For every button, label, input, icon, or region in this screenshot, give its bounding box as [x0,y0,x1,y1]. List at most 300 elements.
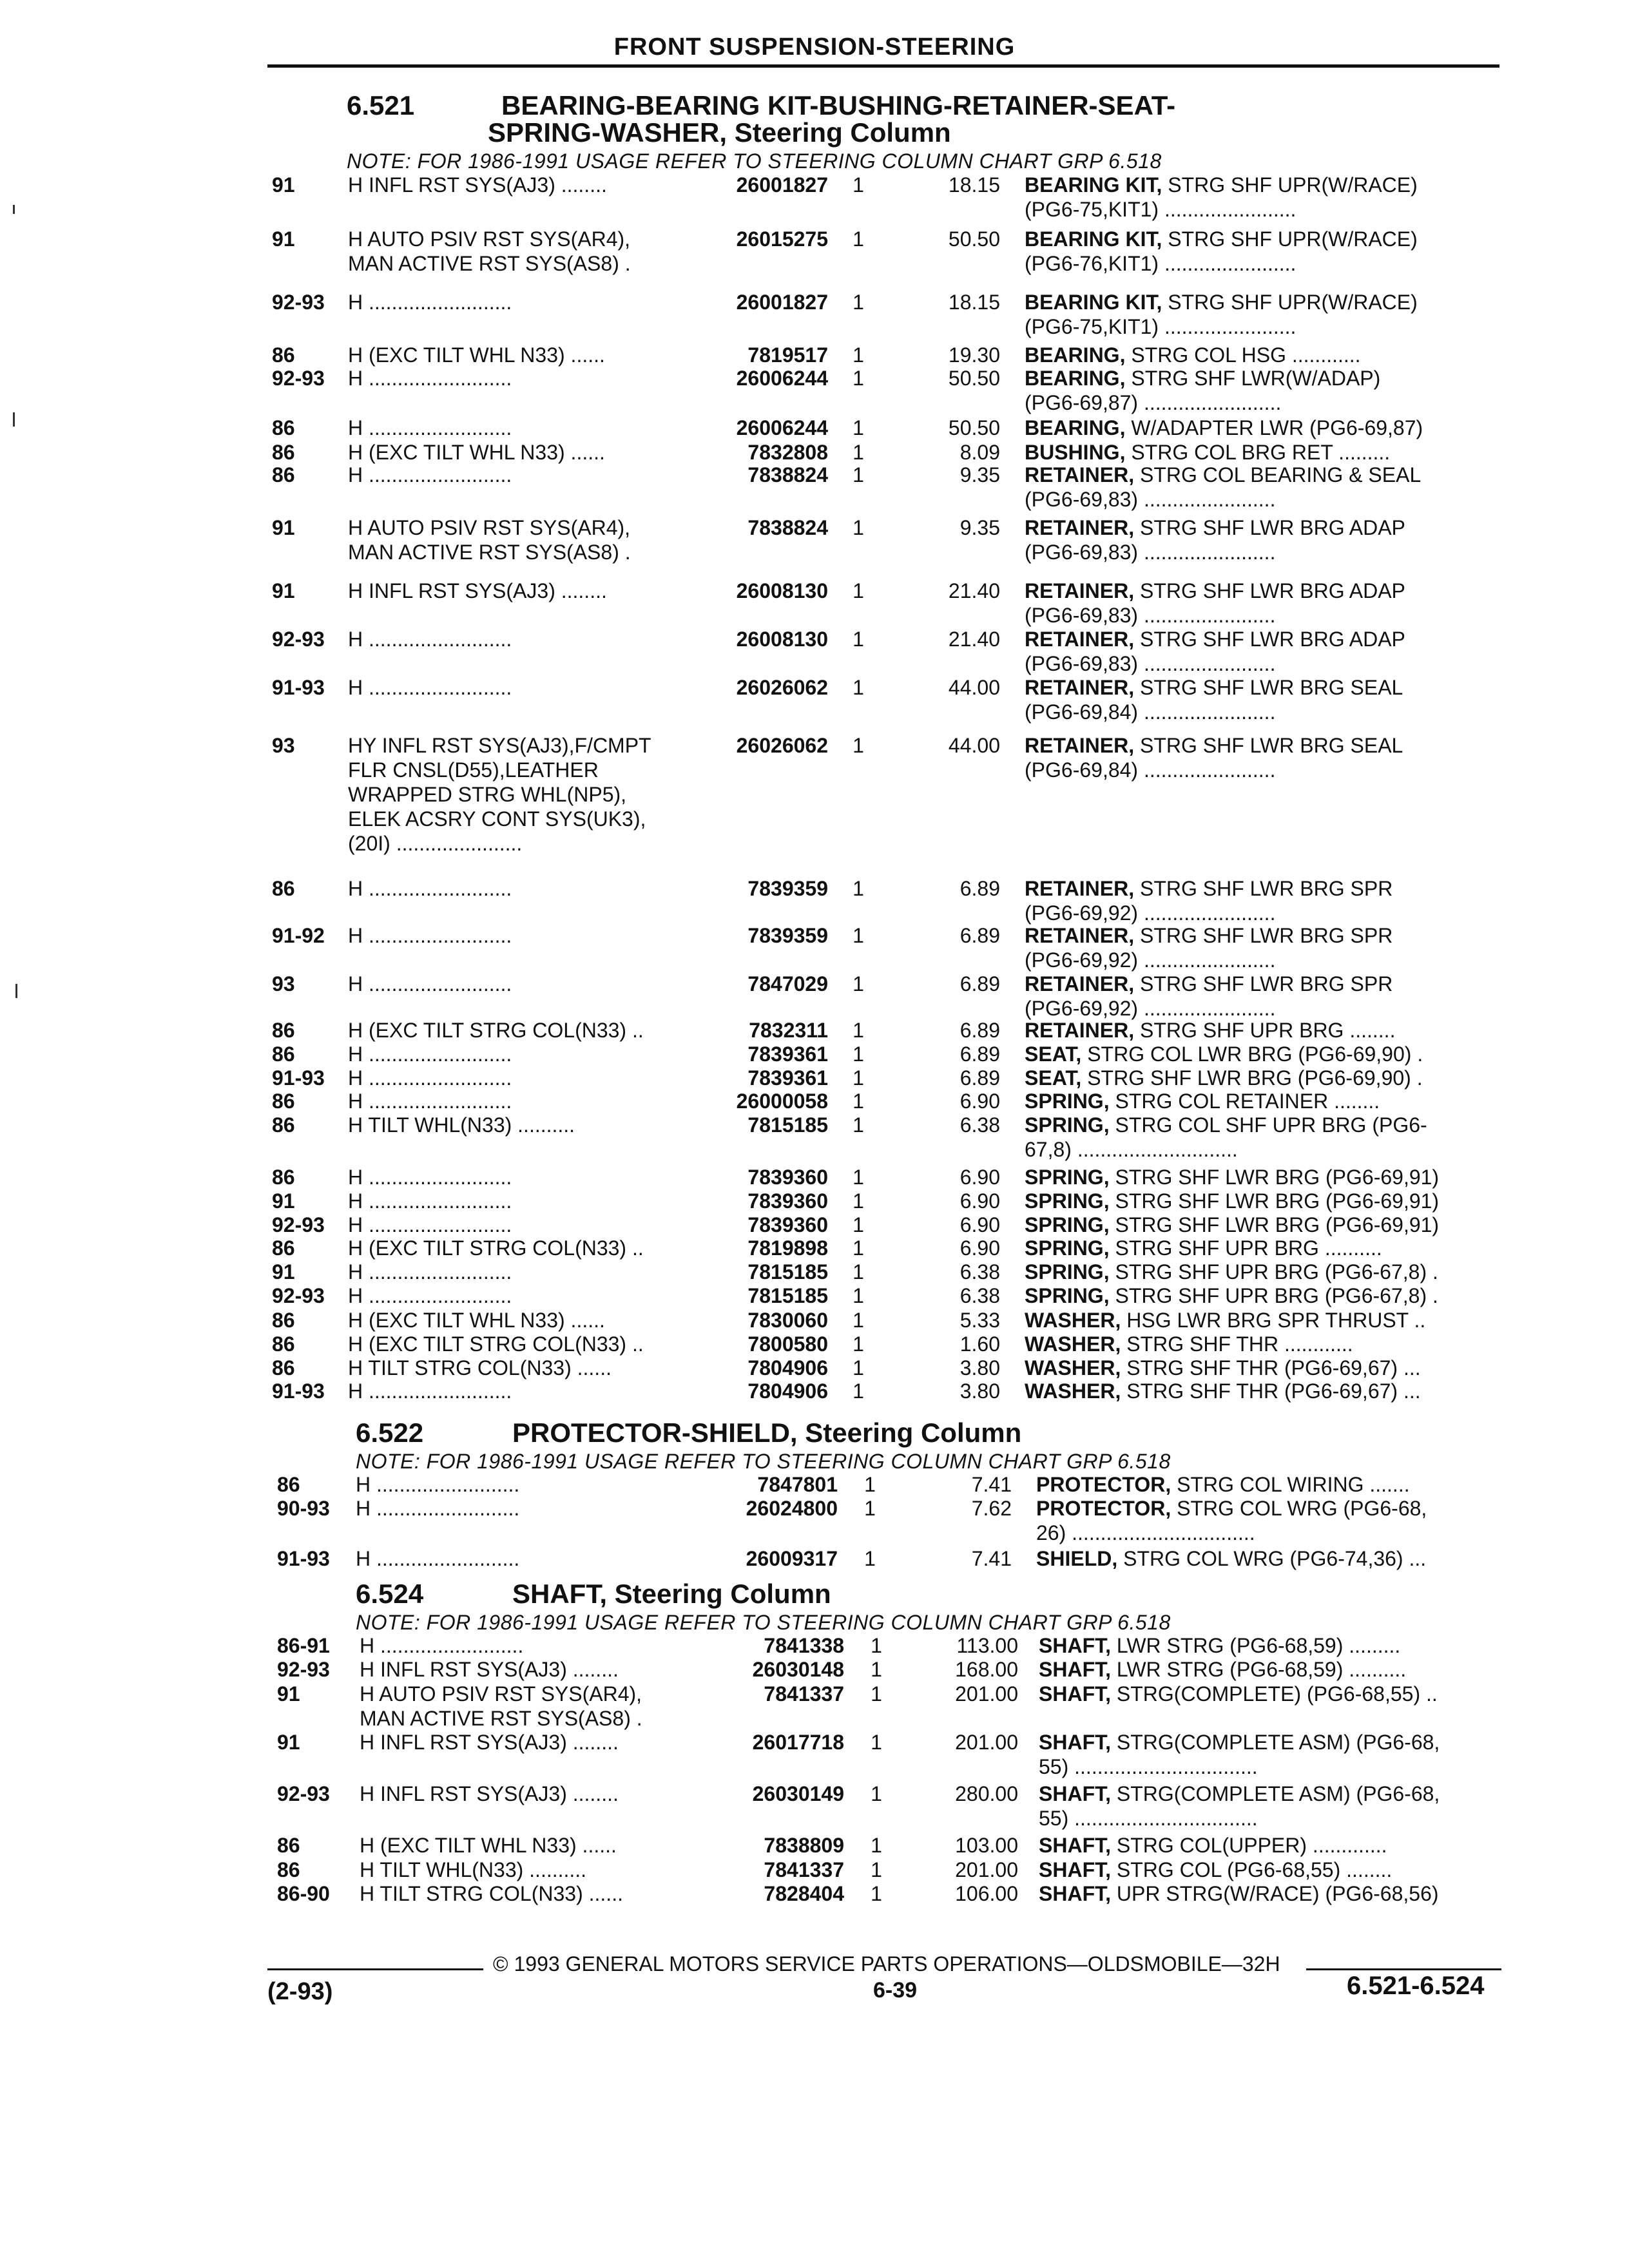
part-number: 7847029 [747,972,828,995]
part-number: 7841337 [764,1858,844,1881]
price: 6.89 [959,877,1000,900]
usage-description: H TILT STRG COL(N33) ...... [348,1356,612,1379]
usage-description: H ......................... [356,1497,520,1520]
usage-description: H (EXC TILT WHL N33) ...... [360,1834,617,1857]
model-year: 86-91 [277,1634,330,1657]
price: 6.90 [959,1213,1000,1236]
usage-description: H ......................... [348,1379,512,1403]
part-number: 7839360 [747,1189,828,1213]
model-year: 91-93 [272,1066,325,1090]
part-detail: STRG(COMPLETE ASM) (PG6-68, 55) ................................ [1039,1731,1440,1778]
model-year: 91 [272,579,295,602]
part-number: 26030149 [752,1782,844,1805]
part-description [1039,1730,1516,1779]
usage-description: H ......................... [348,877,512,900]
part-number: 7815185 [747,1113,828,1137]
usage-description: H INFL RST SYS(AJ3) ........ [348,579,607,602]
part-name: BEARING, [1025,343,1126,367]
quantity: 1 [871,1658,882,1681]
price: 103.00 [955,1834,1018,1857]
usage-description: H (EXC TILT STRG COL(N33) .. [348,1236,644,1260]
part-number: 26030148 [752,1658,844,1681]
part-detail: STRG COL(UPPER) ............. [1111,1834,1387,1857]
usage-description: H ......................... [348,1213,512,1236]
part-description [1025,1189,1501,1213]
model-year: 86 [277,1834,300,1857]
part-number: 7828404 [764,1882,844,1905]
quantity: 1 [853,676,864,699]
usage-description: H ......................... [348,1284,512,1307]
margin-mark [13,205,15,214]
model-year: 91-93 [272,1379,325,1403]
price: 6.89 [959,1043,1000,1066]
section-number: 6.521 [347,90,415,120]
part-detail: STRG SHF THR (PG6-69,67) ... [1121,1379,1421,1403]
part-name: BEARING KIT, [1025,227,1162,251]
section-title: SHAFT, Steering Column [512,1579,831,1609]
model-year: 86-90 [277,1882,330,1905]
margin-mark [13,412,15,427]
price: 6.89 [959,924,1000,947]
model-year: 93 [272,972,295,995]
part-description [1025,733,1501,782]
part-description [1025,173,1501,222]
section-note: NOTE: FOR 1986-1991 USAGE REFER TO STEERING COLUMN CHART GRP 6.518 [356,1450,1171,1473]
usage-description: H (EXC TILT STRG COL(N33) .. [348,1332,644,1356]
model-year: 93 [272,734,295,757]
part-number: 7838809 [764,1834,844,1857]
usage-description: H (EXC TILT WHL N33) ...... [348,1309,605,1332]
part-detail: STRG SHF LWR BRG SEAL (PG6-69,84) ....................... [1025,676,1403,724]
model-year: 86 [277,1858,300,1881]
price: 201.00 [955,1682,1018,1706]
quantity: 1 [853,463,864,486]
part-number: 7839359 [747,924,828,947]
model-year: 92-93 [277,1658,330,1681]
part-description [1025,515,1501,564]
footer-rule-right [1306,1968,1501,1970]
part-number: 7819517 [747,343,828,367]
part-detail: STRG SHF LWR BRG ADAP (PG6-69,83) ....................... [1025,628,1405,675]
part-name: SHAFT, [1039,1782,1111,1805]
section-note: NOTE: FOR 1986-1991 USAGE REFER TO STEERING COLUMN CHART GRP 6.518 [347,149,1162,173]
usage-description: H (EXC TILT WHL N33) ...... [348,441,605,464]
part-detail: STRG SHF UPR(W/RACE) (PG6-76,KIT1) ....................... [1025,227,1418,275]
part-detail: HSG LWR BRG SPR THRUST .. [1121,1309,1426,1332]
section-title: PROTECTOR-SHIELD, Steering Column [512,1418,1022,1448]
quantity: 1 [853,579,864,602]
part-detail: STRG SHF UPR(W/RACE) (PG6-75,KIT1) ....................... [1025,173,1418,221]
quantity: 1 [853,628,864,651]
part-description [1025,972,1501,1021]
price: 50.50 [948,367,1000,390]
model-year: 86 [272,1356,295,1379]
price: 6.89 [959,972,1000,995]
model-year: 92-93 [272,1213,325,1236]
quantity: 1 [853,516,864,539]
quantity: 1 [871,1731,882,1754]
usage-description: H ......................... [348,1189,512,1213]
section-number: 6.524 [356,1579,424,1609]
part-name: SPRING, [1025,1284,1110,1307]
part-detail: UPR STRG(W/RACE) (PG6-68,56) [1111,1882,1439,1905]
part-description [1025,366,1501,415]
part-number: 7838824 [747,463,828,486]
part-number: 7841338 [764,1634,844,1657]
price: 113.00 [956,1634,1018,1657]
part-description [1025,1018,1501,1043]
price: 280.00 [955,1782,1018,1805]
part-detail: STRG COL SHF UPR BRG (PG6- 67,8) ............................ [1025,1113,1427,1161]
part-detail: STRG COL RETAINER ........ [1109,1090,1380,1113]
part-description [1025,876,1501,925]
usage-description: H TILT WHL(N33) .......... [360,1858,587,1881]
footer-rule-left [267,1968,483,1970]
part-description [1025,290,1501,339]
part-description [1025,1042,1501,1066]
part-name: WASHER, [1025,1309,1121,1332]
model-year: 91 [272,516,295,539]
part-description [1025,579,1501,628]
model-year: 91 [272,173,295,197]
usage-description: H TILT WHL(N33) .......... [348,1113,575,1137]
price: 21.40 [948,628,1000,651]
model-year: 91-93 [272,676,325,699]
part-number: 26024800 [746,1497,838,1520]
part-detail: STRG COL WRG (PG6-68, 26) ................................ [1036,1497,1427,1544]
part-detail: STRG SHF LWR BRG ADAP (PG6-69,83) ....................... [1025,516,1405,564]
price: 3.80 [959,1379,1000,1403]
model-year: 86 [272,1043,295,1066]
quantity: 1 [853,1090,864,1113]
part-description [1039,1858,1516,1882]
model-year: 86 [272,1019,295,1042]
part-name: RETAINER, [1025,676,1135,699]
price: 6.38 [959,1260,1000,1283]
quantity: 1 [853,1166,864,1189]
part-name: SPRING, [1025,1213,1110,1236]
quantity: 1 [853,734,864,757]
part-detail: STRG(COMPLETE ASM) (PG6-68, 55) ................................ [1039,1782,1440,1830]
part-detail: STRG SHF LWR BRG SPR (PG6-69,92) ....................... [1025,924,1393,972]
quantity: 1 [871,1882,882,1905]
part-name: SPRING, [1025,1189,1110,1213]
price: 201.00 [955,1731,1018,1754]
section-title-line2: SPRING-WASHER, Steering Column [488,117,951,148]
price: 19.30 [948,343,1000,367]
part-name: SHAFT, [1039,1634,1111,1657]
quantity: 1 [853,1043,864,1066]
part-name: PROTECTOR, [1036,1473,1171,1496]
quantity: 1 [871,1782,882,1805]
part-number: 7832808 [747,441,828,464]
part-name: SEAT, [1025,1066,1082,1090]
section-heading-6521 [0,90,1629,148]
part-detail: STRG(COMPLETE) (PG6-68,55) .. [1111,1682,1438,1706]
part-description [1039,1782,1516,1831]
quantity: 1 [871,1634,882,1657]
footer-copyright: © 1993 GENERAL MOTORS SERVICE PARTS OPERATIONS—OLDSMOBILE—32H [493,1952,1280,1975]
model-year: 86 [272,1090,295,1113]
quantity: 1 [853,1113,864,1137]
usage-description: HY INFL RST SYS(AJ3),F/CMPT FLR CNSL(D55),LEATHER WRAPPED STRG WHL(NP5), ELEK ACSRY CONT SYS(UK3), (20I) ...................... [348,734,651,855]
price: 3.80 [959,1356,1000,1379]
usage-description: H INFL RST SYS(AJ3) ........ [360,1782,619,1805]
part-detail: STRG SHF LWR BRG SPR (PG6-69,92) ....................... [1025,972,1393,1020]
model-year: 86 [272,1236,295,1260]
part-detail: STRG SHF THR ............ [1121,1332,1353,1356]
part-detail: W/ADAPTER LWR (PG6-69,87) [1125,416,1423,439]
model-year: 91 [272,227,295,251]
part-name: SPRING, [1025,1260,1110,1283]
part-description [1025,440,1501,465]
part-detail: STRG SHF LWR BRG (PG6-69,91) [1109,1166,1440,1189]
part-description [1025,1332,1501,1356]
part-description [1025,675,1501,724]
part-name: BUSHING, [1025,441,1126,464]
model-year: 92-93 [272,291,325,314]
part-detail: STRG COL WRG (PG6-74,36) ... [1117,1547,1427,1570]
part-number: 7847801 [757,1473,838,1496]
part-description [1039,1657,1516,1682]
part-name: BEARING KIT, [1025,173,1162,197]
price: 106.00 [955,1882,1018,1905]
part-detail: LWR STRG (PG6-68,59) .......... [1111,1658,1407,1681]
part-detail: STRG SHF LWR BRG ADAP (PG6-69,83) ....................... [1025,579,1405,627]
part-detail: STRG SHF UPR BRG (PG6-67,8) . [1109,1260,1438,1283]
part-number: 26008130 [736,628,828,651]
part-description [1025,923,1501,972]
usage-description: H ......................... [356,1473,520,1496]
quantity: 1 [853,343,864,367]
model-year: 91-93 [277,1547,330,1570]
price: 6.38 [959,1284,1000,1307]
part-number: 26009317 [746,1547,838,1570]
usage-description: H AUTO PSIV RST SYS(AR4), MAN ACTIVE RST SYS(AS8) . [360,1682,642,1730]
part-description [1025,463,1501,512]
quantity: 1 [871,1834,882,1857]
part-detail: STRG COL LWR BRG (PG6-69,90) . [1081,1043,1423,1066]
part-description [1025,1236,1501,1260]
part-name: RETAINER, [1025,516,1135,539]
part-name: RETAINER, [1025,877,1135,900]
model-year: 92-93 [272,1284,325,1307]
part-description [1036,1546,1513,1571]
footer-section-range: 6.521-6.524 [1347,1972,1485,2000]
part-description [1039,1633,1516,1658]
quantity: 1 [853,227,864,251]
price: 6.89 [959,1066,1000,1090]
quantity: 1 [864,1497,876,1520]
price: 7.41 [971,1547,1012,1570]
usage-description: H ......................... [360,1634,524,1657]
usage-description: H ......................... [348,1090,512,1113]
part-name: RETAINER, [1025,1019,1135,1042]
part-description [1025,1213,1501,1237]
part-description [1039,1833,1516,1858]
quantity: 1 [853,1332,864,1356]
part-number: 7839361 [747,1066,828,1090]
part-description [1025,627,1501,676]
part-number: 7839359 [747,877,828,900]
part-name: SHAFT, [1039,1658,1111,1681]
header-rule [267,64,1499,68]
section-title: BEARING-BEARING KIT-BUSHING-RETAINER-SEAT- [501,90,1176,120]
section-heading-6524 [0,1579,1629,1610]
part-number: 26015275 [736,227,828,251]
model-year: 86 [272,343,295,367]
model-year: 86 [272,441,295,464]
part-description [1025,416,1501,440]
part-number: 7841337 [764,1682,844,1706]
part-name: BEARING KIT, [1025,291,1162,314]
model-year: 91 [277,1731,300,1754]
price: 21.40 [948,579,1000,602]
footer-page-number: 6-39 [873,1978,918,2003]
model-year: 92-93 [277,1782,330,1805]
part-number: 26006244 [736,367,828,390]
usage-description: H INFL RST SYS(AJ3) ........ [360,1731,619,1754]
part-number: 7815185 [747,1284,828,1307]
part-description [1025,1113,1501,1162]
model-year: 86 [272,1332,295,1356]
part-detail: STRG SHF LWR BRG SPR (PG6-69,92) ....................... [1025,877,1393,925]
usage-description: H AUTO PSIV RST SYS(AR4), MAN ACTIVE RST SYS(AS8) . [348,516,631,564]
section-number: 6.522 [356,1418,424,1448]
part-detail: STRG SHF LWR BRG SEAL (PG6-69,84) ....................... [1025,734,1403,782]
quantity: 1 [853,416,864,439]
price: 6.90 [959,1090,1000,1113]
part-name: SPRING, [1025,1113,1110,1137]
price: 18.15 [948,291,1000,314]
part-number: 7838824 [747,516,828,539]
part-name: RETAINER, [1025,734,1135,757]
quantity: 1 [853,1284,864,1307]
part-number: 7839360 [747,1166,828,1189]
part-name: WASHER, [1025,1379,1121,1403]
part-name: RETAINER, [1025,628,1135,651]
margin-mark [15,984,17,998]
price: 44.00 [948,734,1000,757]
price: 18.15 [948,173,1000,197]
usage-description: H ......................... [348,1260,512,1283]
quantity: 1 [853,924,864,947]
usage-description: H (EXC TILT STRG COL(N33) .. [348,1019,644,1042]
part-number: 26008130 [736,579,828,602]
quantity: 1 [853,367,864,390]
quantity: 1 [853,173,864,197]
part-name: RETAINER, [1025,924,1135,947]
part-detail: STRG SHF UPR BRG (PG6-67,8) . [1109,1284,1438,1307]
part-detail: STRG SHF LWR BRG (PG6-69,90) . [1081,1066,1423,1090]
part-number: 7815185 [747,1260,828,1283]
usage-description: H ......................... [348,416,512,439]
part-number: 26001827 [736,173,828,197]
part-name: SHAFT, [1039,1882,1111,1905]
part-number: 26026062 [736,734,828,757]
quantity: 1 [864,1547,876,1570]
section-heading-6522 [0,1418,1629,1448]
part-name: SPRING, [1025,1236,1110,1260]
price: 6.90 [959,1189,1000,1213]
part-description [1036,1496,1513,1545]
model-year: 86 [272,463,295,486]
model-year: 86 [272,1166,295,1189]
quantity: 1 [853,1260,864,1283]
part-detail: STRG COL BRG RET ......... [1125,441,1391,464]
model-year: 90-93 [277,1497,330,1520]
model-year: 92-93 [272,367,325,390]
price: 50.50 [948,227,1000,251]
usage-description: H ......................... [348,628,512,651]
price: 168.00 [955,1658,1018,1681]
usage-description: H ......................... [348,463,512,486]
model-year: 92-93 [272,628,325,651]
part-detail: STRG COL (PG6-68,55) ........ [1111,1858,1393,1881]
part-number: 26001827 [736,291,828,314]
quantity: 1 [853,1189,864,1213]
price: 50.50 [948,416,1000,439]
part-number: 7804906 [747,1379,828,1403]
part-detail: STRG SHF LWR BRG (PG6-69,91) [1109,1189,1440,1213]
quantity: 1 [853,1066,864,1090]
quantity: 1 [853,1309,864,1332]
section-note: NOTE: FOR 1986-1991 USAGE REFER TO STEERING COLUMN CHART GRP 6.518 [356,1611,1171,1634]
price: 9.35 [959,516,1000,539]
price: 6.38 [959,1113,1000,1137]
part-description [1025,1260,1501,1284]
part-description [1039,1682,1516,1706]
usage-description: H TILT STRG COL(N33) ...... [360,1882,623,1905]
price: 6.90 [959,1166,1000,1189]
usage-description: H INFL RST SYS(AJ3) ........ [348,173,607,197]
part-number: 26006244 [736,416,828,439]
quantity: 1 [853,1236,864,1260]
part-number: 26017718 [752,1731,844,1754]
quantity: 1 [853,291,864,314]
part-name: SPRING, [1025,1166,1110,1189]
quantity: 1 [853,972,864,995]
part-name: WASHER, [1025,1332,1121,1356]
page-header: FRONT SUSPENSION-STEERING [613,34,1016,61]
price: 6.90 [959,1236,1000,1260]
part-number: 7830060 [747,1309,828,1332]
part-number: 7839361 [747,1043,828,1066]
price: 8.09 [959,441,1000,464]
part-name: RETAINER, [1025,463,1135,486]
part-description [1025,1283,1501,1308]
usage-description: H AUTO PSIV RST SYS(AR4), MAN ACTIVE RST SYS(AS8) . [348,227,631,275]
quantity: 1 [853,1213,864,1236]
part-description [1025,227,1501,276]
part-detail: STRG SHF UPR BRG ........ [1134,1019,1396,1042]
price: 6.89 [959,1019,1000,1042]
part-description [1025,1165,1501,1189]
quantity: 1 [853,1356,864,1379]
part-name: SHAFT, [1039,1682,1111,1706]
part-name: RETAINER, [1025,972,1135,995]
usage-description: H ......................... [348,1066,512,1090]
model-year: 91 [272,1189,295,1213]
part-number: 7819898 [747,1236,828,1260]
part-name: PROTECTOR, [1036,1497,1171,1520]
part-number: 7804906 [747,1356,828,1379]
part-name: RETAINER, [1025,579,1135,602]
part-number: 7839360 [747,1213,828,1236]
usage-description: H ......................... [348,924,512,947]
usage-description: H ......................... [348,676,512,699]
part-description [1025,1379,1501,1403]
